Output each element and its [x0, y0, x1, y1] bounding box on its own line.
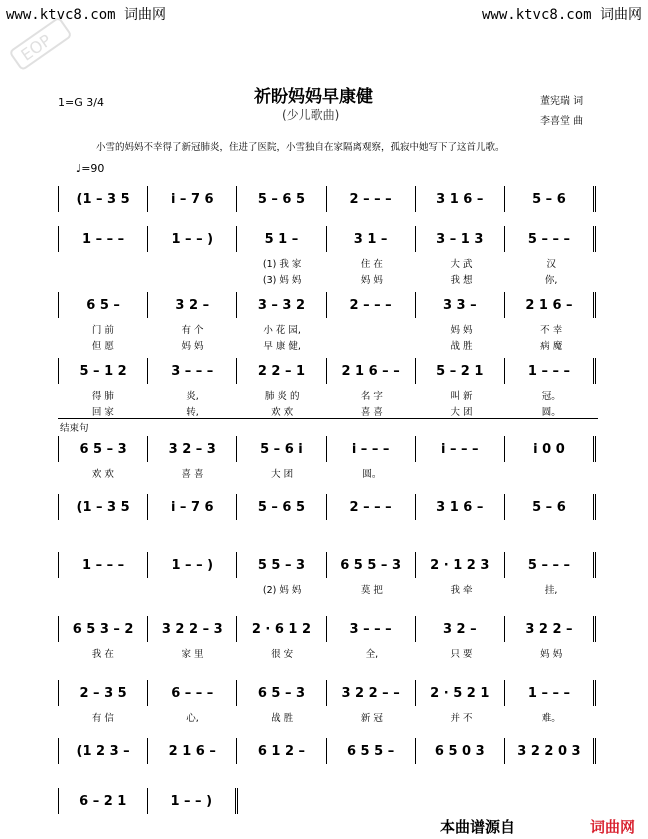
measure: 2 1 6 – — [148, 738, 237, 764]
lyric-text: 家 里 — [181, 649, 204, 660]
measure: (1 – 3 5 — [59, 186, 148, 212]
lyric-text: 圆。 — [362, 469, 382, 480]
site-url-right: www.ktvc8.com 词曲网 — [481, 7, 642, 23]
lyric-text: 炎, — [186, 391, 199, 402]
lyric-text: 我 牵 — [450, 585, 473, 596]
footer-logo: 词曲网 — [590, 818, 636, 836]
lyric-line — [58, 404, 596, 418]
lyric-text — [148, 272, 238, 286]
lyric-text: 喜 喜 — [360, 407, 383, 418]
measure: 5 – 6 — [505, 186, 596, 212]
measure: 3 2 2 – 3 — [148, 616, 237, 642]
measure: 3 2 2 – — [505, 616, 596, 642]
lyric-text: 早 康 健, — [263, 341, 301, 352]
measure: 3 2 – — [148, 292, 237, 318]
lyric-text: 大 团 — [271, 469, 294, 480]
lyric-text: (3) 妈 妈 — [262, 275, 302, 286]
lyric-text — [506, 466, 596, 480]
staff-system — [58, 358, 596, 384]
measure: 2 1 6 – — [505, 292, 596, 318]
measure: 3 2 – 3 — [148, 436, 237, 462]
measure: 5 – – – — [505, 226, 596, 252]
song-description: 小雪的妈妈不幸得了新冠肺炎，住进了医院，小雪独自在家隔离观察，孤寂中她写下了这首儿歌。 — [96, 142, 505, 153]
lyric-text: 转, — [186, 407, 199, 418]
staff-system — [58, 616, 596, 642]
lyric-line — [58, 322, 596, 336]
measure: 2 – 3 5 — [59, 680, 148, 706]
lyricist: 董宪瑞 词 — [540, 96, 584, 107]
measure: 5 – 6 — [505, 494, 596, 520]
lyric-text — [148, 582, 238, 596]
lyric-text — [327, 322, 417, 336]
measure: 6 5 – 3 — [237, 680, 326, 706]
site-url-left: www.ktvc8.com 词曲网 — [6, 7, 167, 23]
lyric-text: 挂, — [544, 585, 558, 596]
measure: 2 · 1 2 3 — [416, 552, 505, 578]
lyric-text: 回 家 — [91, 407, 114, 418]
measure: 2 – – – — [327, 292, 416, 318]
lyric-text: 战 胜 — [271, 713, 294, 724]
measure: 5 1 – — [237, 226, 326, 252]
measure: 1 – – ) — [148, 226, 237, 252]
staff-system — [58, 680, 596, 706]
lyric-text: 并 不 — [450, 713, 473, 724]
lyric-text: 得 肺 — [91, 391, 114, 402]
watermark-logo — [0, 8, 80, 78]
measure: 1 – – – — [59, 226, 148, 252]
staff-system — [58, 436, 596, 462]
measure: 6 – 2 1 — [59, 788, 148, 814]
measure: 2 · 6 1 2 — [237, 616, 326, 642]
lyric-text: 但 愿 — [91, 341, 114, 352]
measure: 6 1 2 – — [237, 738, 326, 764]
lyric-text — [148, 256, 238, 270]
lyric-text — [327, 338, 417, 352]
lyric-text: 有 个 — [181, 325, 204, 336]
staff-system — [58, 226, 596, 252]
lyric-text: 叫 新 — [450, 391, 473, 402]
measure: 2 2 – 1 — [237, 358, 326, 384]
measure: 5 – 6 i — [237, 436, 326, 462]
measure: 1 – – ) — [148, 788, 239, 814]
measure: 6 5 – — [59, 292, 148, 318]
lyric-text: 很 安 — [271, 649, 294, 660]
lyric-text: 难。 — [541, 713, 561, 724]
lyric-text: 圆。 — [541, 407, 561, 418]
measure: i – 7 6 — [148, 186, 237, 212]
lyric-text: 战 胜 — [450, 341, 473, 352]
measure: 1 – – – — [59, 552, 148, 578]
lyric-line — [58, 388, 596, 402]
staff-system — [58, 494, 596, 520]
measure: 2 – – – — [327, 494, 416, 520]
measure: 5 – 2 1 — [416, 358, 505, 384]
lyric-text — [58, 256, 148, 270]
measure: 2 – – – — [327, 186, 416, 212]
lyric-text: (1) 我 家 — [262, 259, 302, 270]
staff-system — [58, 738, 596, 764]
lyric-text: 大 武 — [450, 259, 473, 270]
lyric-text: 妈 妈 — [540, 649, 563, 660]
staff-system — [58, 552, 596, 578]
measure: 1 – – – — [505, 358, 596, 384]
measure: 1 – – – — [505, 680, 596, 706]
composer: 李喜堂 曲 — [540, 116, 584, 127]
measure: 2 · 5 2 1 — [416, 680, 505, 706]
lyric-text: 我 在 — [91, 649, 114, 660]
watermark-text: EOP — [17, 30, 55, 65]
lyric-text: 欢 欢 — [271, 407, 294, 418]
measure: 5 – 1 2 — [59, 358, 148, 384]
measure: i – – – — [416, 436, 505, 462]
lyric-line — [58, 466, 596, 480]
lyric-text: 心, — [186, 713, 199, 724]
measure: 5 5 – 3 — [237, 552, 326, 578]
measure: i – – – — [327, 436, 416, 462]
measure: 1 – – ) — [148, 552, 237, 578]
lyric-text: 病 魔 — [540, 341, 563, 352]
section-label: 结束句 — [60, 423, 89, 434]
lyric-text: 门 前 — [91, 325, 114, 336]
staff-system — [58, 788, 238, 814]
lyric-text: 莫 把 — [360, 585, 383, 596]
measure: 2 1 6 – – — [327, 358, 416, 384]
lyric-text: 喜 喜 — [181, 469, 204, 480]
measure: (1 2 3 – — [59, 738, 148, 764]
lyric-text — [58, 582, 148, 596]
measure: 5 – 6 5 — [237, 186, 326, 212]
lyric-line — [58, 272, 596, 286]
lyric-text — [58, 272, 148, 286]
measure: 3 – – – — [148, 358, 237, 384]
measure: 3 1 6 – — [416, 494, 505, 520]
lyric-text: 肺 炎 的 — [264, 391, 300, 402]
lyric-text: 全, — [365, 649, 379, 660]
lyric-text: (2) 妈 妈 — [262, 585, 302, 596]
measure: 6 5 0 3 — [416, 738, 505, 764]
lyric-text: 住 在 — [360, 259, 383, 270]
lyric-text: 妈 妈 — [181, 341, 204, 352]
measure: 3 2 – — [416, 616, 505, 642]
measure: 3 3 – — [416, 292, 505, 318]
lyric-line — [58, 338, 596, 352]
lyric-text: 冠。 — [541, 391, 561, 402]
measure: 3 – – – — [327, 616, 416, 642]
lyric-text: 小 花 园, — [263, 325, 301, 336]
lyric-line — [58, 646, 596, 660]
lyric-line — [58, 582, 596, 596]
measure: 6 5 5 – 3 — [327, 552, 416, 578]
measure: 3 – 1 3 — [416, 226, 505, 252]
lyric-line — [58, 256, 596, 270]
page-title: 祈盼妈妈早康健 — [254, 87, 373, 107]
measure: 5 – 6 5 — [237, 494, 326, 520]
measure: (1 – 3 5 — [59, 494, 148, 520]
lyric-text — [417, 466, 507, 480]
tempo-marking: ♩=90 — [76, 162, 105, 175]
lyric-text: 只 要 — [450, 649, 473, 660]
lyric-text: 有 信 — [91, 713, 114, 724]
measure: 3 2 2 – – — [327, 680, 416, 706]
measure: 3 2 2 0 3 — [505, 738, 596, 764]
measure: 6 5 – 3 — [59, 436, 148, 462]
lyric-text: 我 想 — [450, 275, 473, 286]
page-subtitle: (少儿歌曲) — [282, 108, 340, 122]
footer-source: 本曲谱源自 — [440, 818, 516, 836]
lyric-text: 妈 妈 — [360, 275, 383, 286]
measure: 3 1 6 – — [416, 186, 505, 212]
lyric-text: 你, — [544, 275, 558, 286]
lyric-line — [58, 710, 596, 724]
measure: 6 – – – — [148, 680, 237, 706]
lyric-text: 名 字 — [360, 391, 383, 402]
measure: 3 1 – — [327, 226, 416, 252]
measure: 6 5 3 – 2 — [59, 616, 148, 642]
lyric-text: 妈 妈 — [450, 325, 473, 336]
lyric-text: 不 幸 — [540, 325, 563, 336]
measure: 6 5 5 – — [327, 738, 416, 764]
lyric-text: 新 冠 — [360, 713, 383, 724]
lyric-text: 大 团 — [450, 407, 473, 418]
lyric-text: 欢 欢 — [91, 469, 114, 480]
measure: i 0 0 — [505, 436, 596, 462]
staff-system — [58, 186, 596, 212]
measure: 3 – 3 2 — [237, 292, 326, 318]
measure: 5 – – – — [505, 552, 596, 578]
measure: i – 7 6 — [148, 494, 237, 520]
key-signature: 1=G 3/4 — [58, 96, 104, 109]
lyric-text: 汉 — [546, 259, 556, 270]
staff-system — [58, 292, 596, 318]
